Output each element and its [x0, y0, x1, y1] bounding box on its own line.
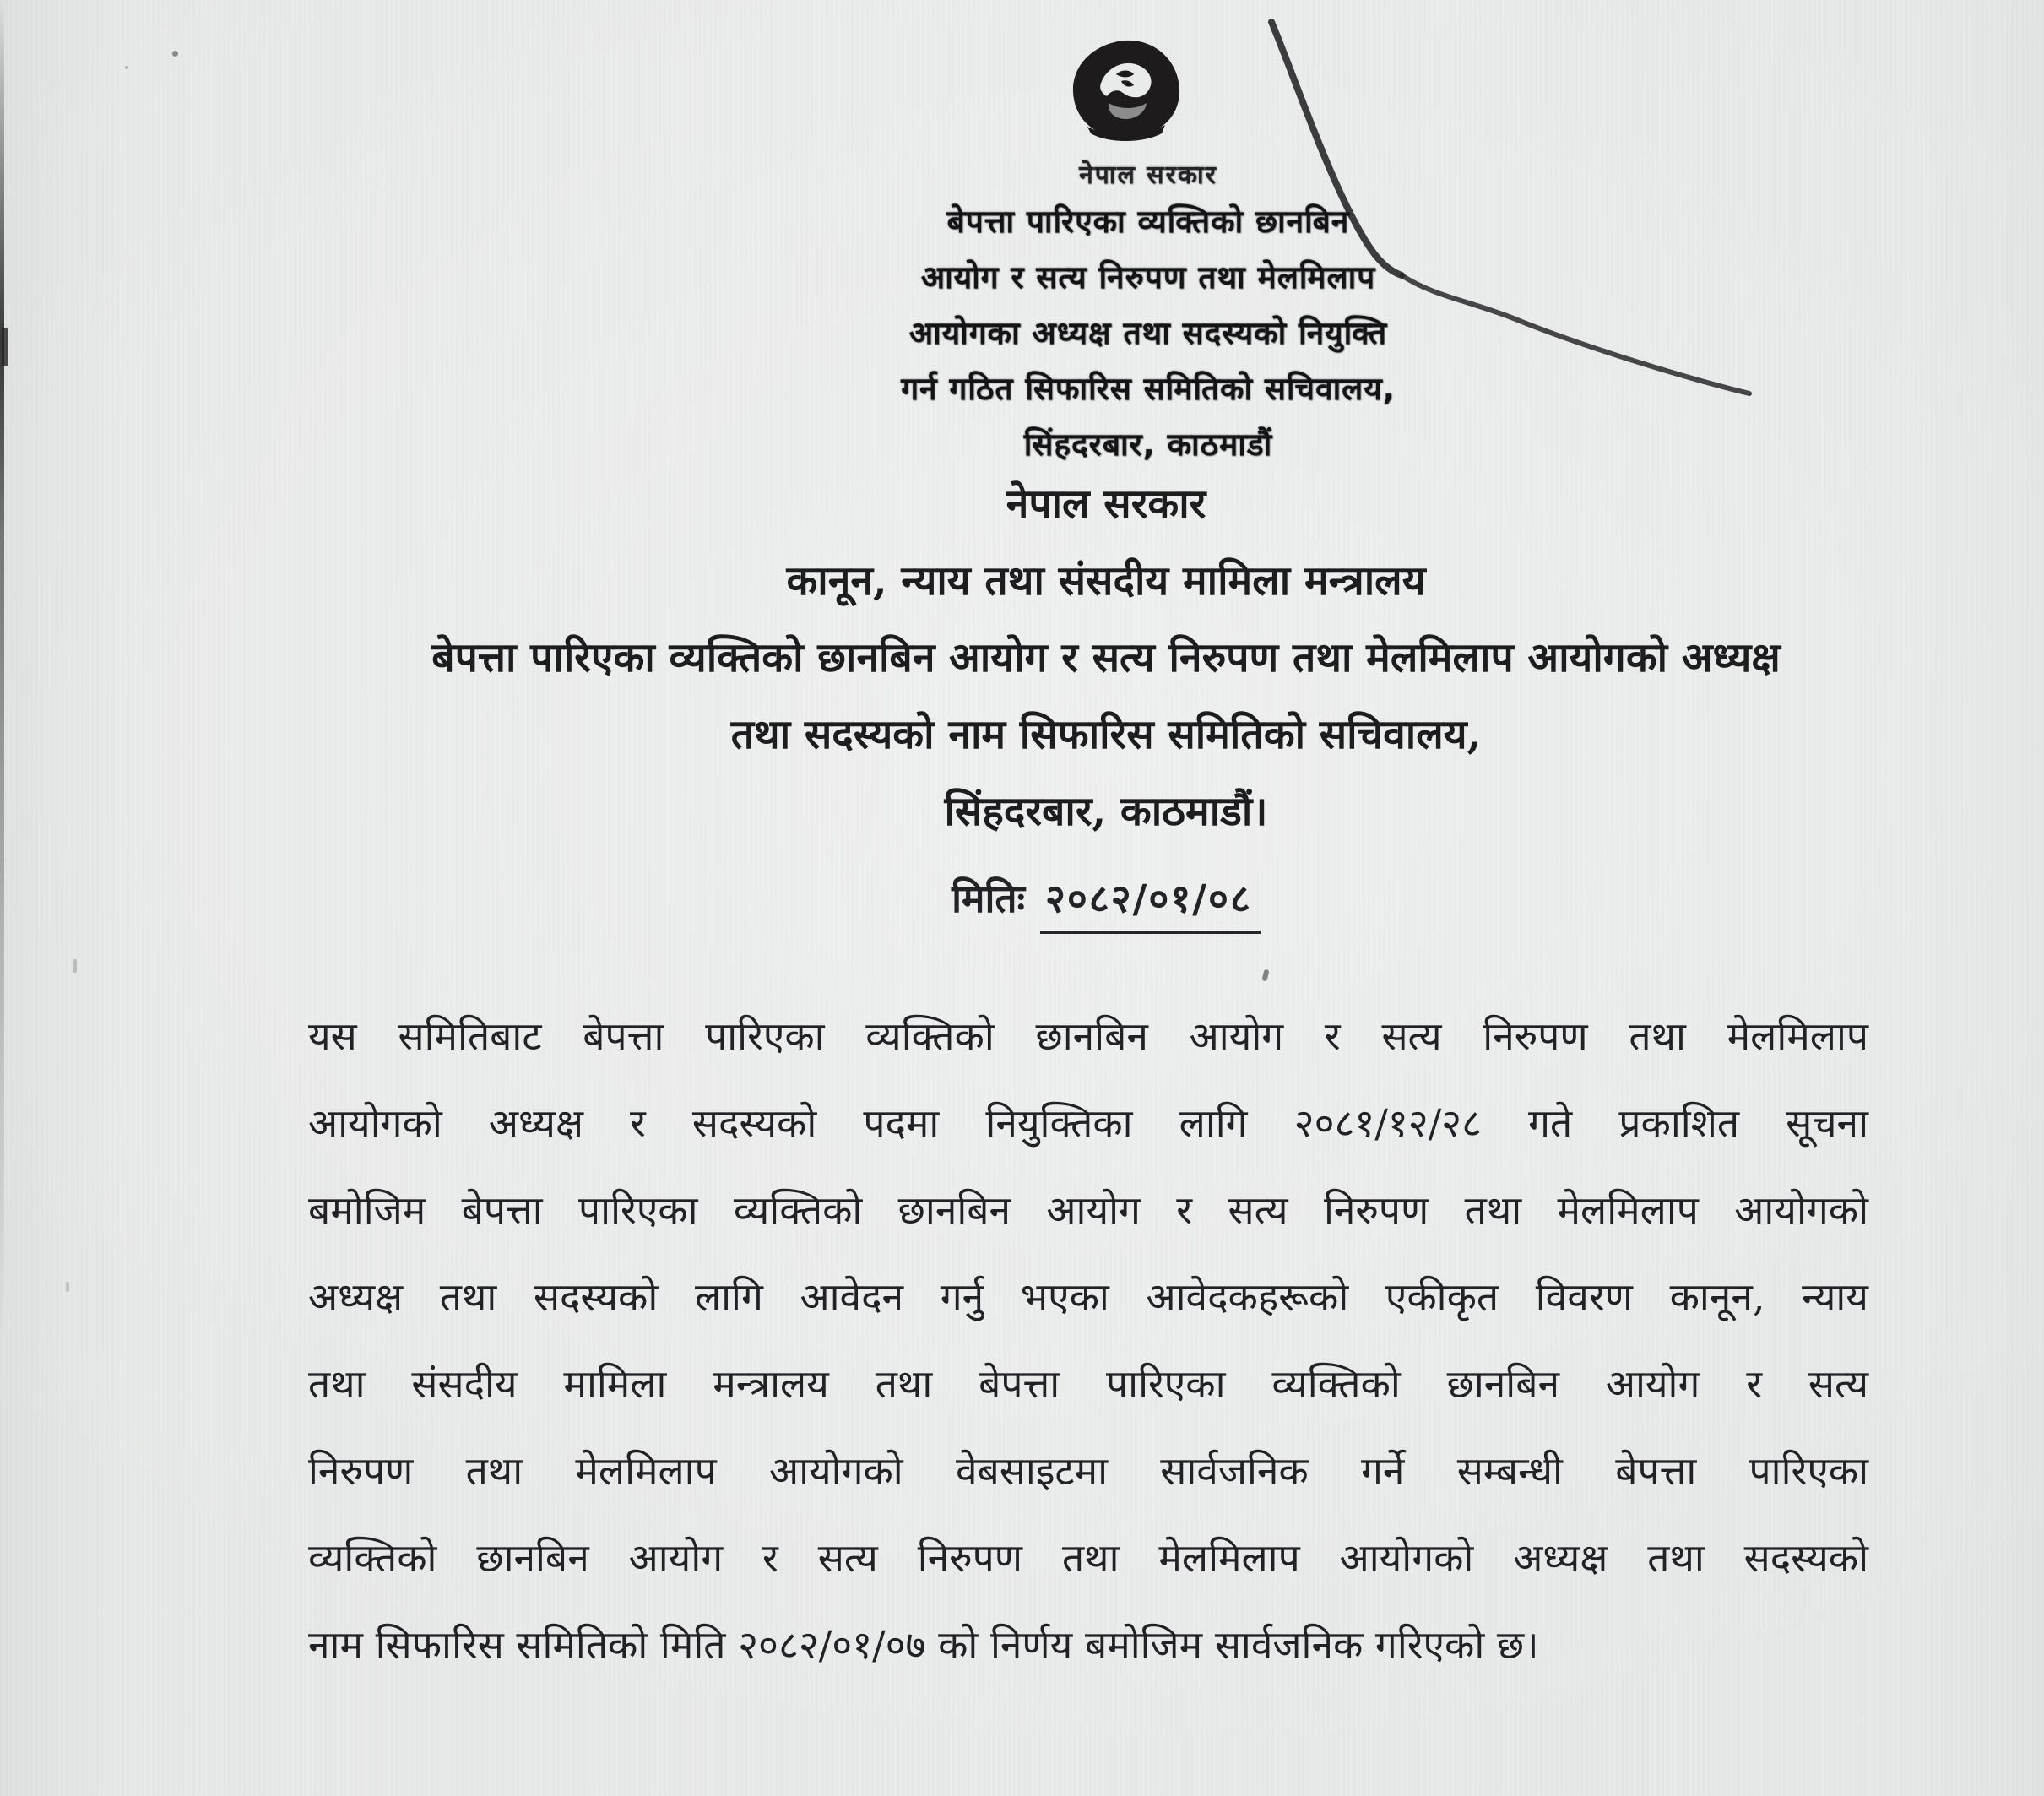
stamp-line: आयोग र सत्य निरुपण तथा मेलमिलाप: [920, 259, 1376, 296]
nepal-government-emblem-icon: [1062, 37, 1190, 155]
stamp-line: नेपाल सरकार: [1079, 160, 1217, 190]
scan-speck: [73, 959, 77, 973]
date-value: २०८२/०१/०८: [1040, 871, 1261, 934]
stamp-line: गर्न गठित सिफारिस समितिको सचिवालय,: [901, 371, 1396, 407]
body-line: बमोजिम बेपत्ता पारिएका व्यक्तिको छानबिन आयोग र सत्य निरुपण तथा मेलमिलाप आयोगको: [308, 1187, 1868, 1233]
scan-speck: [172, 51, 178, 57]
body-line: नाम सिफारिस समितिको मिति २०८२/०१/०७ को निर्णय बमोजिम सार्वजनिक गरिएको छ।: [308, 1622, 1539, 1668]
scan-edge-artifact: [0, 0, 4, 1796]
letterhead-stamp: [794, 157, 1503, 473]
letter-heading: [194, 466, 2018, 850]
heading-government: नेपाल सरकार: [1006, 480, 1206, 528]
stamp-line: आयोगका अध्यक्ष तथा सदस्यको नियुक्ति: [908, 315, 1388, 351]
body-line: व्यक्तिको छानबिन आयोग र सत्य निरुपण तथा मेलमिलाप आयोगको अध्यक्ष तथा सदस्यको: [308, 1535, 1868, 1581]
heading-address: सिंहदरबार, काठमाडौं।: [944, 788, 1268, 835]
date-label: मितिः: [952, 876, 1025, 921]
letter-body: [308, 993, 1868, 1689]
heading-office-line1: बेपत्ता पारिएका व्यक्तिको छानबिन आयोग र सत्य निरुपण तथा मेलमिलाप आयोगको अध्यक्ष: [431, 634, 1781, 681]
body-line: आयोगको अध्यक्ष र सदस्यको पदमा नियुक्तिका लागि २०८१/१२/२८ गते प्रकाशित सूचना: [308, 1100, 1868, 1146]
body-line: तथा संसदीय मामिला मन्त्रालय तथा बेपत्ता पारिएका व्यक्तिको छानबिन आयोग र सत्य: [308, 1361, 1868, 1407]
scan-speck: [125, 66, 128, 69]
heading-ministry: कानून, न्याय तथा संसदीय मामिला मन्त्रालय: [786, 557, 1426, 605]
body-line: यस समितिबाट बेपत्ता पारिएका व्यक्तिको छानबिन आयोग र सत्य निरुपण तथा मेलमिलाप: [308, 1013, 1868, 1059]
scan-speck: [66, 1282, 69, 1292]
stamp-line: सिंहदरबार, काठमाडौं: [1023, 426, 1273, 463]
scan-speck: [1261, 969, 1269, 981]
heading-office-line2: तथा सदस्यको नाम सिफारिस समितिको सचिवालय,: [730, 711, 1482, 758]
date-line: [194, 871, 2018, 934]
stamp-line: बेपत्ता पारिएका व्यक्तिको छानबिन: [946, 203, 1350, 240]
body-line: अध्यक्ष तथा सदस्यको लागि आवेदन गर्नु भएका आवेदकहरूको एकीकृत विवरण कानून, न्याय: [308, 1274, 1868, 1320]
scan-speck: [2, 328, 8, 366]
body-line: निरुपण तथा मेलमिलाप आयोगको वेबसाइटमा सार्वजनिक गर्ने सम्बन्धी बेपत्ता पारिएका: [308, 1448, 1868, 1494]
